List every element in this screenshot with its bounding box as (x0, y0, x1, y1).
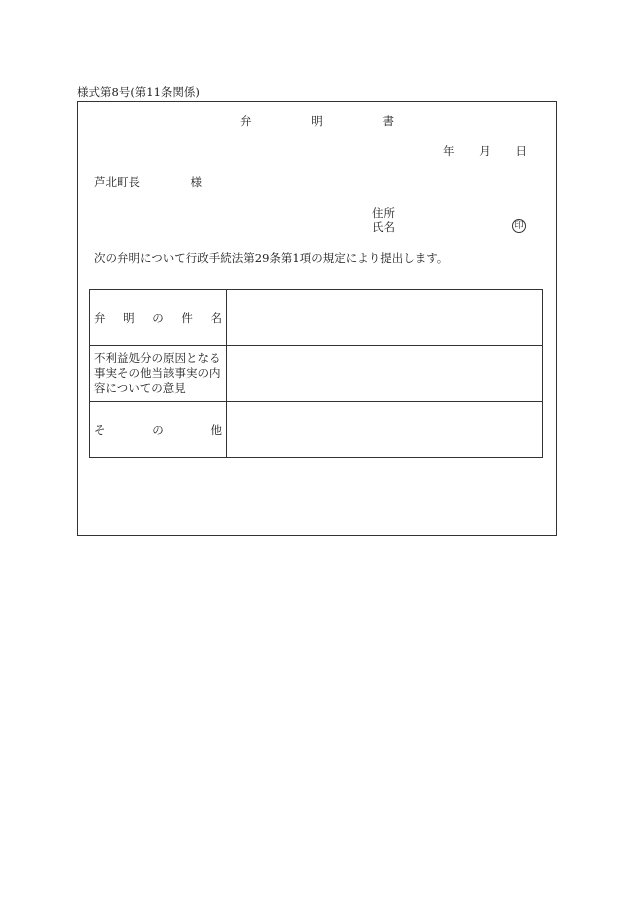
year-label: 年 (443, 144, 455, 158)
seal-mark-icon: 印 (512, 219, 526, 233)
table-row (90, 346, 543, 402)
name-label: 氏名 (372, 220, 395, 234)
other-label (90, 402, 227, 458)
title-char: 弁 (240, 114, 252, 128)
opinion-label (90, 346, 227, 402)
opinion-label-text: 不利益処分の原因となる事実その他当該事実の内容についての意見 (94, 351, 221, 395)
label-char: そ (94, 422, 106, 437)
table-row (90, 402, 543, 458)
label-char: 他 (210, 422, 222, 437)
subject-label (90, 290, 227, 346)
document-title (240, 113, 394, 129)
label-char: 件 (181, 310, 193, 325)
addressee-honorific: 様 (190, 175, 202, 189)
table-row (90, 290, 543, 346)
label-char: の (152, 310, 164, 325)
date-line (443, 143, 527, 159)
title-char: 明 (311, 114, 323, 128)
address-label: 住所 (372, 206, 395, 220)
opinion-field[interactable] (227, 346, 543, 402)
addressee-name: 芦北町長 (94, 175, 140, 189)
day-label: 日 (515, 144, 527, 158)
explanation-table (89, 289, 543, 458)
title-char: 書 (382, 114, 394, 128)
label-char: 明 (123, 310, 135, 325)
subject-field[interactable] (227, 290, 543, 346)
label-char: 名 (210, 310, 222, 325)
label-char: 弁 (94, 310, 106, 325)
month-label: 月 (479, 144, 491, 158)
other-field[interactable] (227, 402, 543, 458)
body-text: 次の弁明について行政手続法第29条第1項の規定により提出します。 (94, 251, 449, 265)
form-number: 様式第8号(第11条関係) (77, 85, 200, 99)
label-char: の (152, 422, 164, 437)
addressee (94, 174, 202, 190)
